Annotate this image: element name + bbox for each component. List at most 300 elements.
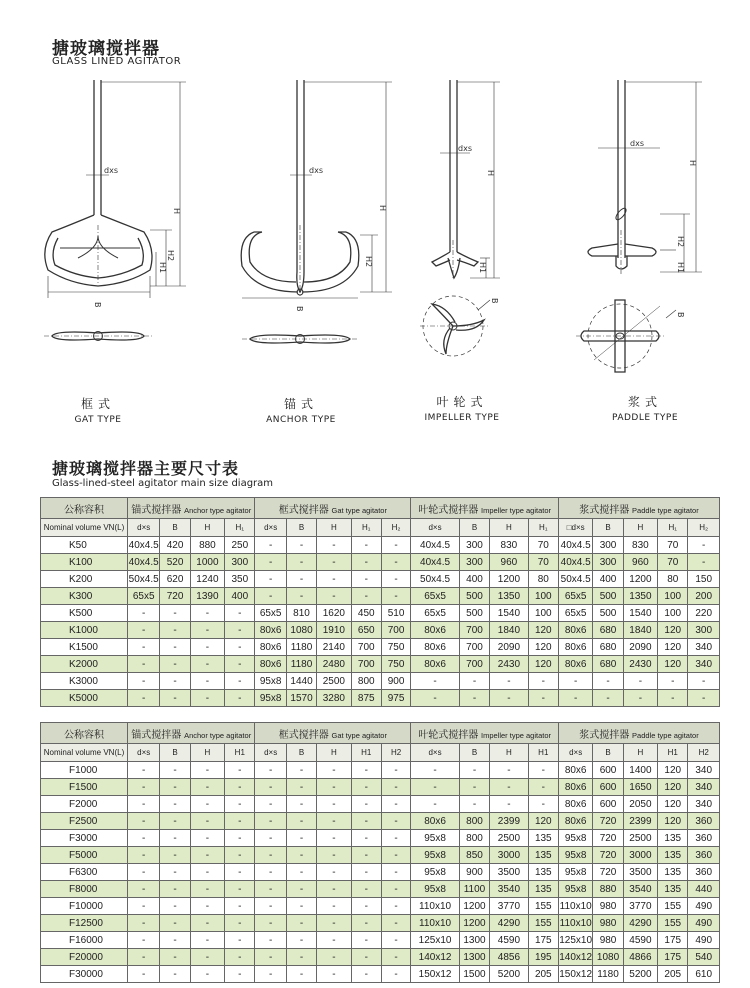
table-cell: 800 <box>459 830 489 847</box>
table-cell: - <box>459 796 489 813</box>
table-cell: - <box>317 847 351 864</box>
table-cell: 500 <box>459 605 489 622</box>
column-header: H₁ <box>528 519 558 537</box>
table-cell: - <box>160 847 190 864</box>
table-cell: - <box>490 762 528 779</box>
table-cell: - <box>490 796 528 813</box>
table-cell: 1180 <box>593 966 623 983</box>
column-header: B <box>459 744 489 762</box>
table-cell: - <box>225 762 255 779</box>
column-header: H <box>623 519 657 537</box>
column-header: B <box>160 744 190 762</box>
table-row <box>41 915 720 932</box>
anchor-type-drawing <box>241 80 392 344</box>
model-cell: K2000 <box>41 656 128 673</box>
table-cell: 80x6 <box>558 813 592 830</box>
table-cell: - <box>286 847 316 864</box>
group-header-en: Impeller type agitator <box>480 505 552 515</box>
dim-h1-gat: H1 <box>158 262 167 274</box>
table-cell: 2500 <box>623 830 657 847</box>
table-cell: - <box>317 915 351 932</box>
column-header: H2 <box>381 744 410 762</box>
table-cell: - <box>351 864 381 881</box>
dim-h1-impeller: H1 <box>478 262 487 274</box>
table-cell: 3500 <box>623 864 657 881</box>
table-cell: - <box>351 898 381 915</box>
table-cell: - <box>190 932 224 949</box>
table-cell: 1910 <box>317 622 351 639</box>
table-cell: 95x8 <box>255 690 286 707</box>
table-cell: 340 <box>688 656 720 673</box>
column-header: H <box>317 519 351 537</box>
table-cell: - <box>381 881 410 898</box>
dim-h-paddle: H <box>688 160 697 167</box>
table-cell: - <box>490 779 528 796</box>
table-cell: 2500 <box>317 673 351 690</box>
table-cell: 95x8 <box>558 830 592 847</box>
table-cell: - <box>317 813 351 830</box>
table-cell: 95x8 <box>411 847 460 864</box>
table-row <box>41 571 720 588</box>
table-cell: 1650 <box>623 779 657 796</box>
table-cell: - <box>381 966 410 983</box>
group-header-cn: 浆式搅拌器 <box>579 729 630 741</box>
dim-h2-paddle: H2 <box>676 236 685 248</box>
caption-paddle-cn: 浆式 <box>627 395 662 409</box>
dim-h-anchor: H <box>378 205 387 212</box>
table-cell: - <box>351 796 381 813</box>
table-cell: 1840 <box>490 622 528 639</box>
table-cell: 220 <box>688 605 720 622</box>
model-cell: F3000 <box>41 830 128 847</box>
table-cell: - <box>317 554 351 571</box>
agitator-drawings <box>0 70 750 430</box>
table-cell: 1080 <box>286 622 316 639</box>
table-cell: 400 <box>593 571 623 588</box>
table-cell: - <box>190 656 224 673</box>
table-cell: - <box>286 796 316 813</box>
table-cell: - <box>351 571 381 588</box>
table-cell: 810 <box>286 605 316 622</box>
table-cell: - <box>160 622 190 639</box>
table-cell: - <box>190 949 224 966</box>
table-cell: - <box>688 690 720 707</box>
table-cell: - <box>658 673 688 690</box>
table-cell: 700 <box>459 656 489 673</box>
table-cell: 1620 <box>317 605 351 622</box>
table-cell: 50x4.5 <box>558 571 592 588</box>
table-cell: 400 <box>225 588 255 605</box>
section-subtitle: Glass-lined-steel agitator main size diagram <box>52 478 274 489</box>
table-cell: - <box>255 898 286 915</box>
impeller-type-drawing <box>420 80 500 356</box>
table-cell: - <box>225 881 255 898</box>
table-cell: - <box>225 639 255 656</box>
group-header-cn: 锚式搅拌器 <box>131 504 182 516</box>
table-cell: 40x4.5 <box>128 537 160 554</box>
table-row <box>41 762 720 779</box>
table-cell: - <box>286 554 316 571</box>
table-cell: - <box>351 847 381 864</box>
table-cell: - <box>381 898 410 915</box>
table-cell: - <box>286 830 316 847</box>
model-cell: F30000 <box>41 966 128 983</box>
table-row <box>41 864 720 881</box>
table-cell: - <box>128 690 160 707</box>
model-cell: F8000 <box>41 881 128 898</box>
table-cell: 540 <box>688 949 720 966</box>
table-cell: 4866 <box>623 949 657 966</box>
caption-gat-cn: 框式 <box>80 397 115 411</box>
table-cell: - <box>225 898 255 915</box>
table-cell: 120 <box>658 639 688 656</box>
table-cell: 720 <box>160 588 190 605</box>
table-cell: - <box>528 796 558 813</box>
table-cell: - <box>128 605 160 622</box>
table-row <box>41 537 720 554</box>
paddle-type-drawing <box>576 80 702 372</box>
table-cell: 80x6 <box>558 762 592 779</box>
column-header: H <box>490 519 528 537</box>
column-header: H₁ <box>225 519 255 537</box>
table-cell: 120 <box>528 656 558 673</box>
table-cell: 650 <box>351 622 381 639</box>
table-cell: 110x10 <box>411 898 460 915</box>
table-cell: - <box>128 864 160 881</box>
table-cell: 250 <box>225 537 255 554</box>
table-cell: - <box>286 762 316 779</box>
table-cell: - <box>381 571 410 588</box>
table-cell: - <box>225 830 255 847</box>
table-cell: 420 <box>160 537 190 554</box>
table-cell: 1840 <box>623 622 657 639</box>
table-cell: 700 <box>351 639 381 656</box>
table-cell: 600 <box>593 796 623 813</box>
table-cell: 125x10 <box>558 932 592 949</box>
table-cell: 1390 <box>190 588 224 605</box>
table-cell: - <box>558 690 592 707</box>
column-header: d×s <box>558 744 592 762</box>
table-cell: 4290 <box>623 915 657 932</box>
table-cell: 440 <box>688 881 720 898</box>
table-cell: 80x6 <box>411 622 460 639</box>
table-cell: 175 <box>658 932 688 949</box>
table-cell: 875 <box>351 690 381 707</box>
table-cell: 900 <box>459 864 489 881</box>
table-cell: 135 <box>658 830 688 847</box>
table-cell: - <box>190 813 224 830</box>
table-cell: 110x10 <box>558 915 592 932</box>
table-cell: 3770 <box>623 898 657 915</box>
table-cell: - <box>286 881 316 898</box>
model-cell: K50 <box>41 537 128 554</box>
table-cell: 490 <box>688 898 720 915</box>
table-cell: - <box>351 779 381 796</box>
table-cell: - <box>688 554 720 571</box>
table-cell: 70 <box>528 554 558 571</box>
table-cell: - <box>160 881 190 898</box>
table-cell: - <box>317 830 351 847</box>
dim-b-gat: B <box>93 302 102 308</box>
table-cell: - <box>160 605 190 622</box>
table-cell: 70 <box>528 537 558 554</box>
table-cell: 80 <box>528 571 558 588</box>
table-cell: 1200 <box>490 571 528 588</box>
table-cell: 1200 <box>459 898 489 915</box>
table-cell: 1080 <box>593 949 623 966</box>
table-cell: - <box>286 898 316 915</box>
table-row <box>41 881 720 898</box>
table-row <box>41 830 720 847</box>
table-cell: - <box>351 537 381 554</box>
model-cell: F1000 <box>41 762 128 779</box>
group-header-cn: 浆式搅拌器 <box>579 504 630 516</box>
table-cell: 300 <box>688 622 720 639</box>
table-cell: - <box>286 966 316 983</box>
table-cell: - <box>160 639 190 656</box>
table-cell: 1000 <box>190 554 224 571</box>
table-cell: 70 <box>658 537 688 554</box>
table-cell: 1240 <box>190 571 224 588</box>
table-cell: - <box>351 554 381 571</box>
table-cell: 70 <box>658 554 688 571</box>
table-cell: - <box>411 673 460 690</box>
table-cell: - <box>190 966 224 983</box>
table-cell: - <box>255 830 286 847</box>
nominal-volume-header-cn: 公称容积 <box>41 723 128 744</box>
table-cell: 720 <box>593 847 623 864</box>
table-cell: - <box>190 673 224 690</box>
table-cell: 80x6 <box>558 639 592 656</box>
table-row <box>41 656 720 673</box>
table-cell: 360 <box>688 864 720 881</box>
table-cell: - <box>225 622 255 639</box>
table-cell: 1350 <box>490 588 528 605</box>
table-cell: - <box>128 830 160 847</box>
table-cell: 1300 <box>459 949 489 966</box>
table-row <box>41 932 720 949</box>
table-cell: 2430 <box>490 656 528 673</box>
table-cell: - <box>255 813 286 830</box>
table-cell: - <box>128 881 160 898</box>
caption-paddle <box>575 393 715 423</box>
table-cell: 155 <box>528 915 558 932</box>
model-cell: F1500 <box>41 779 128 796</box>
table-row <box>41 554 720 571</box>
table-cell: 720 <box>593 864 623 881</box>
table-cell: - <box>160 932 190 949</box>
table-cell: - <box>688 673 720 690</box>
table-cell: 800 <box>459 813 489 830</box>
table-cell: 155 <box>528 898 558 915</box>
model-cell: K200 <box>41 571 128 588</box>
table-cell: 300 <box>459 537 489 554</box>
table-cell: 135 <box>528 864 558 881</box>
table-cell: - <box>225 605 255 622</box>
group-header-cn: 框式搅拌器 <box>278 504 329 516</box>
table-cell: 3770 <box>490 898 528 915</box>
table-cell: - <box>381 949 410 966</box>
group-header <box>558 498 719 519</box>
column-header: H <box>317 744 351 762</box>
table-cell: - <box>255 966 286 983</box>
table-cell: - <box>317 571 351 588</box>
model-cell: K300 <box>41 588 128 605</box>
table-cell: - <box>190 639 224 656</box>
table-row <box>41 847 720 864</box>
table-cell: 120 <box>658 796 688 813</box>
table-cell: - <box>351 966 381 983</box>
table-cell: 680 <box>593 639 623 656</box>
table-cell: - <box>225 847 255 864</box>
model-cell: F12500 <box>41 915 128 932</box>
table-cell: 680 <box>593 622 623 639</box>
table-cell: 500 <box>593 605 623 622</box>
table-cell: - <box>411 796 460 813</box>
table-cell: 1540 <box>623 605 657 622</box>
table-cell: 980 <box>593 915 623 932</box>
table-cell: 680 <box>593 656 623 673</box>
gat-type-drawing <box>44 80 186 341</box>
page-subtitle: GLASS LINED AGITATOR <box>52 56 182 67</box>
table-cell: 100 <box>528 605 558 622</box>
table-cell: 120 <box>658 762 688 779</box>
table-cell: - <box>255 554 286 571</box>
table-cell: 95x8 <box>411 830 460 847</box>
table-cell: 750 <box>381 639 410 656</box>
table-cell: - <box>490 673 528 690</box>
table-cell: 1180 <box>286 656 316 673</box>
table-cell: - <box>459 762 489 779</box>
table-cell: 980 <box>593 898 623 915</box>
column-header: d×s <box>411 519 460 537</box>
table-cell: - <box>225 690 255 707</box>
table-cell: 300 <box>593 537 623 554</box>
table-cell: 95x8 <box>255 673 286 690</box>
table-cell: - <box>128 673 160 690</box>
table-cell: 490 <box>688 932 720 949</box>
table-row <box>41 588 720 605</box>
table-cell: - <box>160 779 190 796</box>
table-cell: 960 <box>490 554 528 571</box>
table-cell: - <box>255 588 286 605</box>
table-cell: 300 <box>593 554 623 571</box>
table-cell: - <box>317 537 351 554</box>
table-cell: 95x8 <box>558 864 592 881</box>
table-cell: - <box>286 864 316 881</box>
table-cell: 2399 <box>623 813 657 830</box>
table-cell: 720 <box>593 830 623 847</box>
nominal-volume-header-cn: 公称容积 <box>41 498 128 519</box>
group-header <box>558 723 719 744</box>
table-cell: 65x5 <box>558 605 592 622</box>
table-cell: 1200 <box>459 915 489 932</box>
table-cell: - <box>190 796 224 813</box>
table-cell: 40x4.5 <box>558 537 592 554</box>
table-cell: - <box>381 864 410 881</box>
table-cell: 700 <box>459 622 489 639</box>
table-cell: - <box>225 813 255 830</box>
table-cell: - <box>381 830 410 847</box>
dim-h2-anchor: H2 <box>364 256 373 268</box>
table-cell: - <box>351 932 381 949</box>
table-cell: 155 <box>658 915 688 932</box>
table-cell: - <box>128 762 160 779</box>
table-cell: 1300 <box>459 932 489 949</box>
table-cell: 150 <box>688 571 720 588</box>
table-cell: 2430 <box>623 656 657 673</box>
table-cell: 400 <box>459 571 489 588</box>
model-cell: F5000 <box>41 847 128 864</box>
column-header: H₂ <box>688 519 720 537</box>
dim-b-paddle: B <box>676 312 685 318</box>
table-cell: - <box>128 779 160 796</box>
table-cell: - <box>255 537 286 554</box>
table-cell: - <box>225 864 255 881</box>
table-cell: 510 <box>381 605 410 622</box>
table-cell: - <box>411 690 460 707</box>
table-cell: - <box>528 762 558 779</box>
table-cell: 135 <box>658 881 688 898</box>
table-row <box>41 898 720 915</box>
table-cell: - <box>225 932 255 949</box>
table-cell: 300 <box>225 554 255 571</box>
table-cell: 95x8 <box>411 864 460 881</box>
group-header-en: Paddle type agitator <box>632 730 699 740</box>
table-cell: - <box>128 915 160 932</box>
table-cell: 120 <box>658 779 688 796</box>
dim-dxs-anchor: dxs <box>309 166 323 175</box>
table-cell: - <box>381 915 410 932</box>
table-cell: 205 <box>658 966 688 983</box>
table-cell: 80 <box>658 571 688 588</box>
caption-impeller-en: IMPELLER TYPE <box>424 413 500 423</box>
table-cell: 2090 <box>490 639 528 656</box>
model-cell: K5000 <box>41 690 128 707</box>
model-cell: K100 <box>41 554 128 571</box>
section-title: 搪玻璃搅拌器主要尺寸表 <box>52 459 240 478</box>
caption-gat <box>28 395 168 425</box>
column-header: H <box>190 744 224 762</box>
group-header <box>411 498 559 519</box>
table-cell: - <box>128 932 160 949</box>
table-cell: - <box>317 898 351 915</box>
table-cell: - <box>381 847 410 864</box>
table-cell: - <box>128 796 160 813</box>
table-cell: 360 <box>688 830 720 847</box>
group-header-en: Gat type agitator <box>331 730 387 740</box>
table-cell: - <box>160 966 190 983</box>
model-cell: K500 <box>41 605 128 622</box>
table-cell: 50x4.5 <box>128 571 160 588</box>
table-cell: 80x6 <box>411 656 460 673</box>
table-cell: 40x4.5 <box>411 554 460 571</box>
table-cell: 1350 <box>623 588 657 605</box>
group-header <box>128 498 255 519</box>
table-cell: - <box>255 779 286 796</box>
table-cell: 65x5 <box>411 588 460 605</box>
table-cell: 80x6 <box>255 639 286 656</box>
table-cell: 4590 <box>490 932 528 949</box>
table-cell: - <box>160 830 190 847</box>
table-cell: 65x5 <box>411 605 460 622</box>
table-cell: 100 <box>528 588 558 605</box>
table-cell: 120 <box>528 813 558 830</box>
model-cell: F2000 <box>41 796 128 813</box>
model-cell: K1000 <box>41 622 128 639</box>
size-table-k-series <box>40 497 720 707</box>
table-cell: 80x6 <box>255 656 286 673</box>
